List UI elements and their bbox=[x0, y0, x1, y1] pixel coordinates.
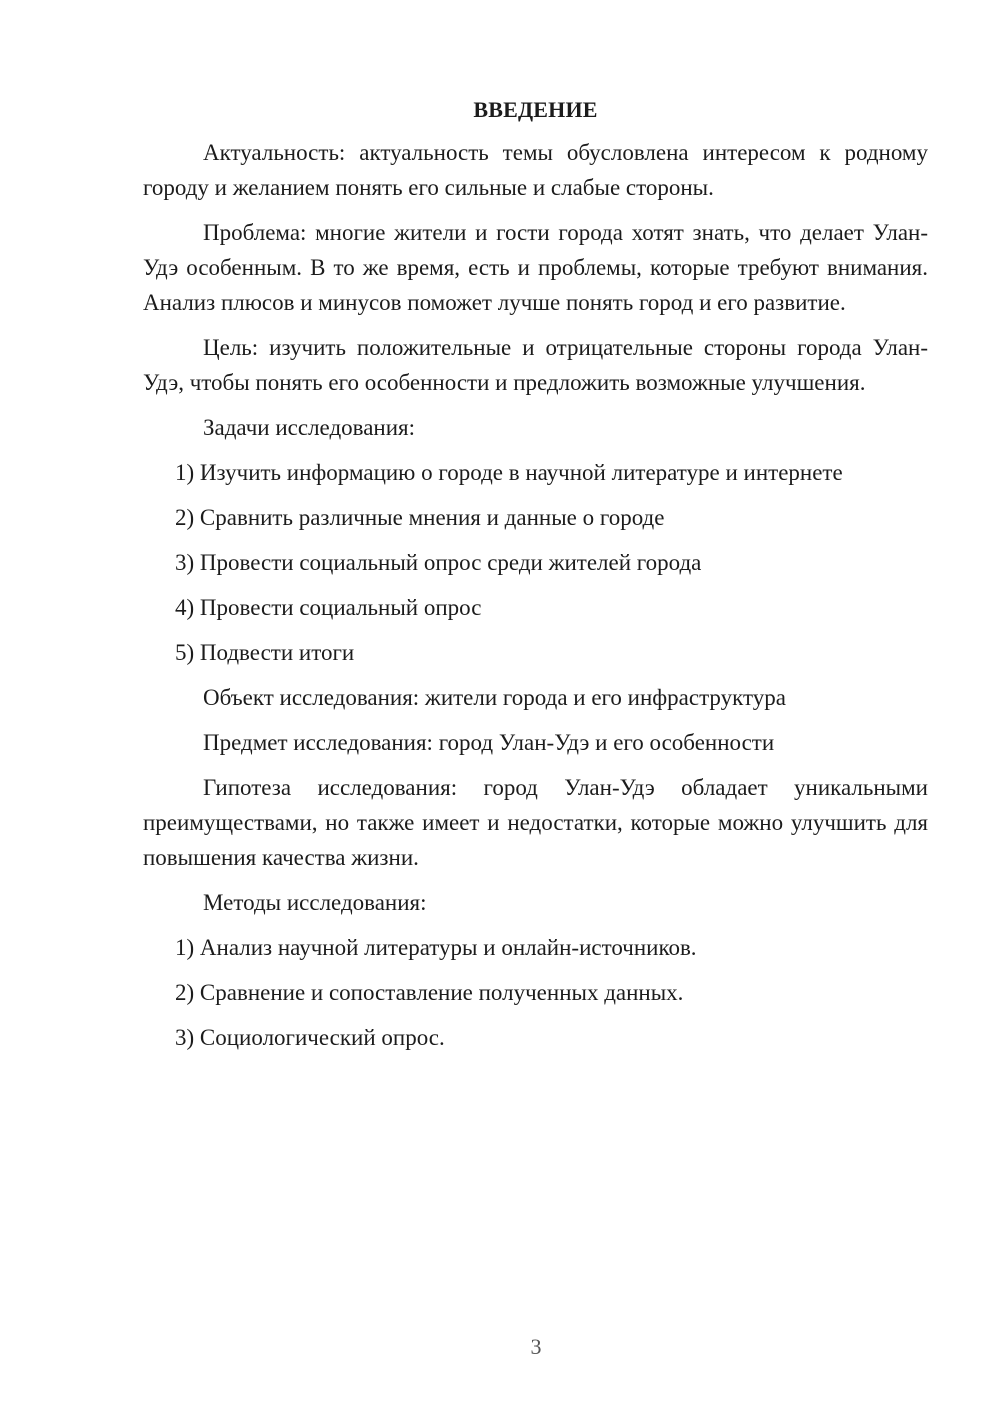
task-item: 1) Изучить информацию о городе в научной литературе и интернете bbox=[175, 460, 843, 485]
subject-paragraph: Предмет исследования: город Улан-Удэ и его особенности bbox=[203, 730, 775, 755]
relevance-paragraph: Актуальность: актуальность темы обусловлена интересом к родному городу и желанием понять его сильные и слабые стороны. bbox=[143, 140, 928, 200]
task-item: 3) Провести социальный опрос среди жителей города bbox=[175, 550, 702, 575]
page-content bbox=[143, 92, 928, 1065]
task-item: 5) Подвести итоги bbox=[175, 640, 355, 665]
page-number: 3 bbox=[530, 1334, 542, 1359]
tasks-list bbox=[143, 455, 928, 670]
method-item: 2) Сравнение и сопоставление полученных данных. bbox=[175, 980, 684, 1005]
problem-paragraph: Проблема: многие жители и гости города хотят знать, что делает Улан-Удэ особенным. В то же время, есть и проблемы, которые требуют внимания. Анализ плюсов и минусов поможет лучше понять город и его развитие. bbox=[143, 220, 928, 315]
method-item: 1) Анализ научной литературы и онлайн-источников. bbox=[175, 935, 697, 960]
methods-list bbox=[143, 930, 928, 1055]
methods-heading: Методы исследования: bbox=[203, 890, 427, 915]
goal-paragraph: Цель: изучить положительные и отрицательные стороны города Улан-Удэ, чтобы понять его особенности и предложить возможные улучшения. bbox=[143, 335, 928, 395]
hypothesis-paragraph: Гипотеза исследования: город Улан-Удэ обладает уникальными преимуществами, но также имеет и недостатки, которые можно улучшить для повышения качества жизни. bbox=[143, 775, 928, 870]
task-item: 4) Провести социальный опрос bbox=[175, 595, 482, 620]
page-title: ВВЕДЕНИЕ bbox=[473, 97, 598, 122]
task-item: 2) Сравнить различные мнения и данные о городе bbox=[175, 505, 665, 530]
tasks-heading: Задачи исследования: bbox=[203, 415, 416, 440]
object-paragraph: Объект исследования: жители города и его инфраструктура bbox=[203, 685, 786, 710]
method-item: 3) Социологический опрос. bbox=[175, 1025, 445, 1050]
